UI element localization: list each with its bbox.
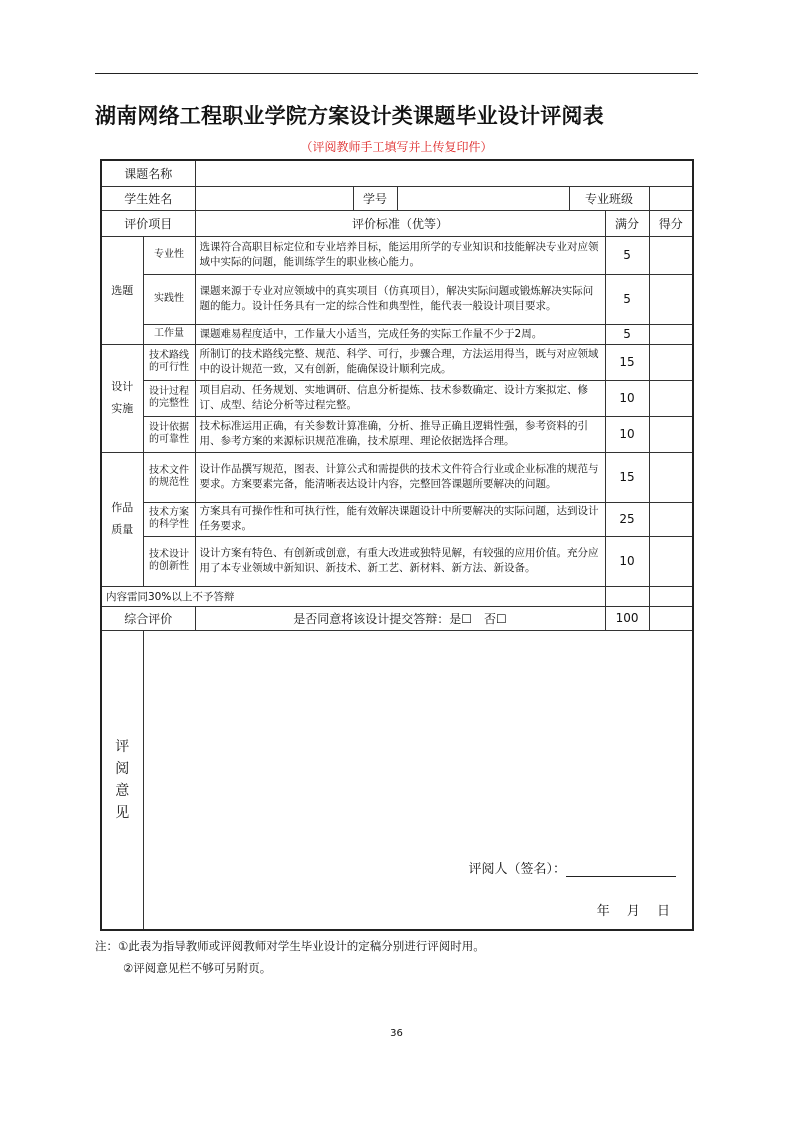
major-class-label: 专业班级 [569, 186, 649, 210]
criterion-name: 专业性 [143, 236, 195, 274]
review-date: 年 月 日 [596, 904, 671, 919]
criterion-description: 课题来源于专业对应领域中的真实项目（仿真项目），解决实际问题或锻炼解决实际问题的能力。设计任务具有一定的综合性和典型性，能代表一般设计项目要求。 [195, 274, 605, 324]
criterion-score-field[interactable] [649, 274, 693, 324]
criterion-description: 设计方案有特色、有创新或创意，有重大改进或独特见解，有较强的应用价值。充分应用了本专业领域中新知识、新技术、新工艺、新材料、新方法、新设备。 [195, 536, 605, 586]
standard-header: 评价标准（优等） [195, 210, 605, 236]
criterion-score-field[interactable] [649, 236, 693, 274]
criterion-row [101, 502, 693, 536]
submit-defense-question[interactable]: 是否同意将该设计提交答辩：是☐ 否☐ [195, 606, 605, 630]
criterion-row [101, 274, 693, 324]
topic-field[interactable] [195, 160, 693, 186]
criterion-name: 工作量 [143, 324, 195, 344]
similarity-row [101, 586, 693, 606]
similarity-note: 内容雷同30%以上不予答辩 [101, 586, 605, 606]
criterion-score-field[interactable] [649, 344, 693, 380]
criterion-full-score: 10 [605, 536, 649, 586]
footnotes [95, 935, 485, 979]
opinion-label [101, 630, 143, 930]
criterion-score-field[interactable] [649, 324, 693, 344]
review-form-table [100, 159, 694, 931]
opinion-label-char: 阅 [115, 760, 130, 777]
opinion-label-char: 见 [115, 804, 130, 821]
opinion-label-char: 意 [115, 782, 130, 799]
criterion-row [101, 536, 693, 586]
criterion-description: 所制订的技术路线完整、规范、科学、可行，步骤合理，方法运用得当，既与对应领域中的设计规范一致，又有创新，能确保设计顺利完成。 [195, 344, 605, 380]
criterion-row [101, 380, 693, 416]
student-id-label: 学号 [353, 186, 397, 210]
criterion-name: 技术设计的创新性 [143, 536, 195, 586]
criterion-description: 技术标准运用正确，有关参数计算准确，分析、推导正确且逻辑性强，参考资料的引用、参考方案的来源标识规范准确，技术原理、理论依据选择合理。 [195, 416, 605, 452]
criterion-score-field[interactable] [649, 416, 693, 452]
summary-row [101, 606, 693, 630]
criterion-name: 设计依据的可靠性 [143, 416, 195, 452]
section-label: 选题 [101, 236, 143, 344]
opinion-area[interactable] [143, 630, 693, 930]
student-name-label: 学生姓名 [101, 186, 195, 210]
page-subtitle: （评阅教师手工填写并上传复印件） [300, 140, 493, 154]
criterion-score-field[interactable] [649, 452, 693, 502]
section-label: 作品质量 [101, 452, 143, 586]
opinion-row [101, 630, 693, 930]
criterion-description: 方案具有可操作性和可执行性，能有效解决课题设计中所要解决的实际问题，达到设计任务要求。 [195, 502, 605, 536]
criterion-name: 技术路线的可行性 [143, 344, 195, 380]
criterion-description: 项目启动、任务规划、实地调研、信息分析提炼、技术参数确定、设计方案拟定、修订、成型、结论分析等过程完整。 [195, 380, 605, 416]
student-name-field[interactable] [195, 186, 353, 210]
criterion-name: 技术方案的科学性 [143, 502, 195, 536]
summary-label: 综合评价 [101, 606, 195, 630]
item-header: 评价项目 [101, 210, 195, 236]
criterion-row [101, 344, 693, 380]
header-rule [95, 73, 698, 74]
criterion-row [101, 236, 693, 274]
total-score-field[interactable] [649, 606, 693, 630]
topic-label: 课题名称 [101, 160, 195, 186]
reviewer-label: 评阅人（签名）： [468, 862, 567, 877]
similarity-score-field[interactable] [649, 586, 693, 606]
major-class-field[interactable] [649, 186, 693, 210]
criterion-row [101, 416, 693, 452]
criterion-score-field[interactable] [649, 536, 693, 586]
footnote: 注：①此表为指导教师或评阅教师对学生毕业设计的定稿分别进行评阅时用。 [95, 939, 485, 953]
criterion-description: 设计作品撰写规范，图表、计算公式和需提供的技术文件符合行业或企业标准的规范与要求。方案要素完备，能清晰表达设计内容，完整回答课题所要解决的问题。 [195, 452, 605, 502]
footnote: ②评阅意见栏不够可另附页。 [123, 961, 272, 975]
student-id-field[interactable] [397, 186, 569, 210]
page-number: 36 [390, 1028, 403, 1039]
criterion-score-field[interactable] [649, 502, 693, 536]
criterion-name: 技术文件的规范性 [143, 452, 195, 502]
column-header-row [101, 210, 693, 236]
total-full-score: 100 [605, 606, 649, 630]
criterion-full-score: 15 [605, 452, 649, 502]
criterion-full-score: 10 [605, 380, 649, 416]
student-row [101, 186, 693, 210]
score-header: 得分 [649, 210, 693, 236]
criterion-name: 实践性 [143, 274, 195, 324]
section-label: 设计实施 [101, 344, 143, 452]
criterion-full-score: 5 [605, 324, 649, 344]
criterion-description: 课题难易程度适中，工作量大小适当，完成任务的实际工作量不少于2周。 [195, 324, 605, 344]
similarity-full-cell [605, 586, 649, 606]
criterion-full-score: 15 [605, 344, 649, 380]
topic-row [101, 160, 693, 186]
page-title: 湖南网络工程职业学院方案设计类课题毕业设计评阅表 [95, 103, 604, 128]
criterion-score-field[interactable] [649, 380, 693, 416]
full-score-header: 满分 [605, 210, 649, 236]
criterion-row [101, 452, 693, 502]
signature-line[interactable] [566, 864, 676, 877]
criterion-full-score: 10 [605, 416, 649, 452]
criterion-full-score: 25 [605, 502, 649, 536]
criterion-full-score: 5 [605, 236, 649, 274]
criterion-name: 设计过程的完整性 [143, 380, 195, 416]
opinion-label-char: 评 [115, 738, 130, 755]
criterion-full-score: 5 [605, 274, 649, 324]
reviewer-signature [469, 858, 677, 877]
criterion-description: 选课符合高职目标定位和专业培养目标，能运用所学的专业知识和技能解决专业对应领域中实际的问题，能训练学生的职业核心能力。 [195, 236, 605, 274]
criterion-row [101, 324, 693, 344]
